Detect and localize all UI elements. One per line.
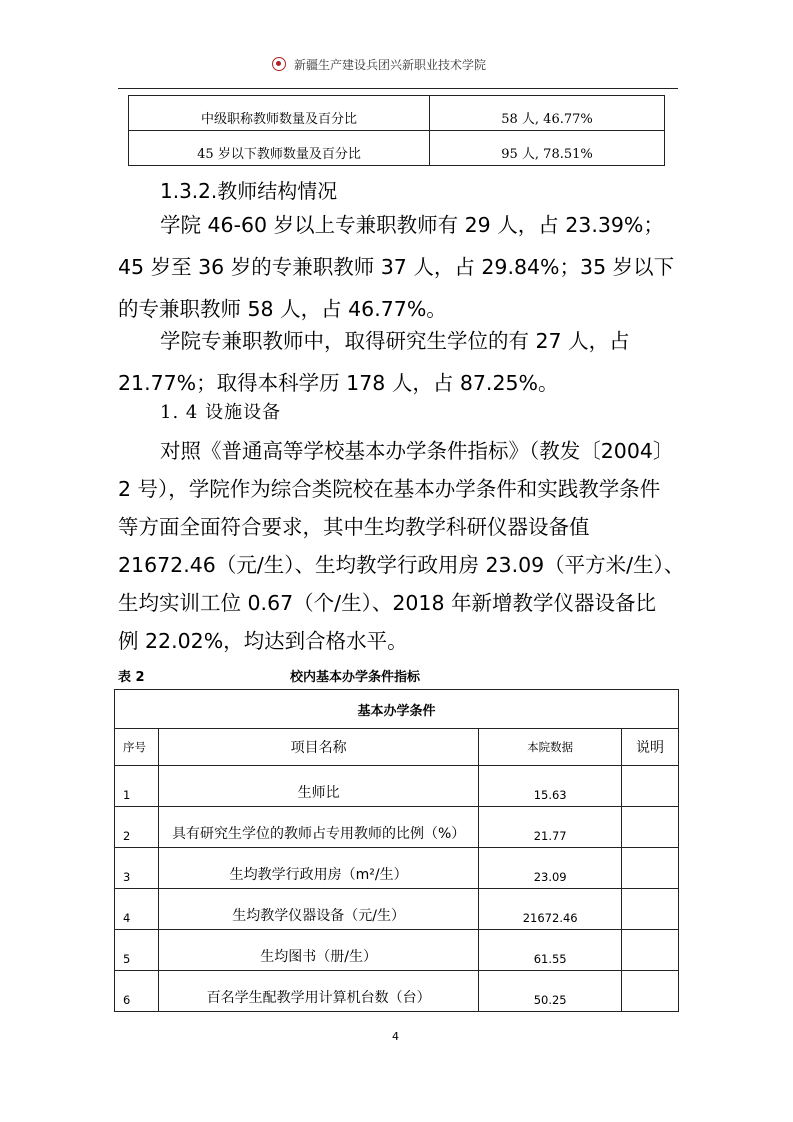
school-logo-icon bbox=[272, 57, 286, 71]
paragraph-line: 对照《普通高等学校基本办学条件指标》（教发〔2004〕 bbox=[160, 439, 674, 463]
cell-value: 61.55 bbox=[479, 930, 622, 971]
table-label: 表 2 bbox=[118, 670, 145, 685]
cell-note bbox=[622, 930, 679, 971]
page-number: 4 bbox=[392, 1030, 399, 1043]
section-heading-teacher-structure: 1.3.2.教师结构情况 bbox=[160, 179, 338, 203]
cell-value: 21.77 bbox=[479, 807, 622, 848]
paragraph-line: 生均实训工位 0.67（个/生）、2018 年新增教学仪器设备比 bbox=[118, 591, 657, 615]
paragraph-facilities bbox=[118, 432, 685, 662]
cell-value: 50.25 bbox=[479, 971, 622, 1012]
cell-no: 2 bbox=[115, 807, 159, 848]
cell-no: 3 bbox=[115, 848, 159, 889]
table-title: 校内基本办学条件指标 bbox=[290, 670, 421, 685]
cell-item: 生均教学仪器设备（元/生） bbox=[158, 889, 478, 930]
table-cell-label: 45 岁以下教师数量及百分比 bbox=[129, 131, 430, 166]
section-heading-facilities: 1. 4 设施设备 bbox=[160, 402, 282, 423]
cell-note bbox=[622, 848, 679, 889]
cell-no: 1 bbox=[115, 766, 159, 807]
column-header-no: 序号 bbox=[115, 729, 159, 766]
column-header-value: 本院数据 bbox=[479, 729, 622, 766]
cell-no: 6 bbox=[115, 971, 159, 1012]
paragraph-line: 学院专兼职教师中，取得研究生学位的有 27 人，占 bbox=[160, 329, 630, 353]
paragraph-degrees bbox=[118, 322, 678, 402]
table-cell-value: 58 人, 46.77% bbox=[430, 96, 665, 131]
column-header-note: 说明 bbox=[622, 729, 679, 766]
table-cell-label: 中级职称教师数量及百分比 bbox=[129, 96, 430, 131]
paragraph-line: 等方面全面符合要求，其中生均教学科研仪器设备值 bbox=[118, 515, 590, 539]
table-row bbox=[115, 766, 679, 807]
table-caption-row bbox=[115, 690, 679, 729]
table-row bbox=[115, 889, 679, 930]
column-header-item: 项目名称 bbox=[158, 729, 478, 766]
table-row bbox=[115, 807, 679, 848]
cell-note bbox=[622, 766, 679, 807]
cell-no: 5 bbox=[115, 930, 159, 971]
paragraph-line: 21.77%；取得本科学历 178 人，占 87.25%。 bbox=[118, 371, 559, 395]
cell-item: 百名学生配教学用计算机台数（台） bbox=[158, 971, 478, 1012]
cell-value: 23.09 bbox=[479, 848, 622, 889]
paragraph-line: 例 22.02%，均达到合格水平。 bbox=[118, 629, 408, 653]
school-name: 新疆生产建设兵团兴新职业技术学院 bbox=[294, 58, 487, 72]
cell-note bbox=[622, 889, 679, 930]
cell-item: 具有研究生学位的教师占专用教师的比例（%） bbox=[158, 807, 478, 848]
cell-note bbox=[622, 807, 679, 848]
cell-note bbox=[622, 971, 679, 1012]
cell-value: 21672.46 bbox=[479, 889, 622, 930]
paragraph-line: 学院 46-60 岁以上专兼职教师有 29 人，占 23.39%； bbox=[160, 213, 664, 237]
paragraph-age-structure bbox=[118, 206, 678, 326]
cell-item: 生均教学行政用房（m²/生） bbox=[158, 848, 478, 889]
paragraph-line: 21672.46（元/生）、生均教学行政用房 23.09（平方米/生）、 bbox=[118, 553, 685, 577]
table-caption: 基本办学条件 bbox=[115, 690, 679, 729]
table-row bbox=[115, 848, 679, 889]
page-header bbox=[118, 50, 678, 89]
table-cell-value: 95 人, 78.51% bbox=[430, 131, 665, 166]
paragraph-line: 45 岁至 36 岁的专兼职教师 37 人，占 29.84%；35 岁以下 bbox=[118, 255, 675, 279]
table-row bbox=[129, 131, 665, 166]
school-conditions-table bbox=[114, 689, 679, 1012]
cell-item: 生师比 bbox=[158, 766, 478, 807]
teacher-stats-table bbox=[128, 95, 665, 166]
table-header-row bbox=[115, 729, 679, 766]
cell-item: 生均图书（册/生） bbox=[158, 930, 478, 971]
paragraph-line: 2 号），学院作为综合类院校在基本办学条件和实践教学条件 bbox=[118, 477, 661, 501]
table-row bbox=[115, 971, 679, 1012]
table-row bbox=[129, 96, 665, 131]
cell-value: 15.63 bbox=[479, 766, 622, 807]
cell-no: 4 bbox=[115, 889, 159, 930]
paragraph-line: 的专兼职教师 58 人，占 46.77%。 bbox=[118, 297, 447, 321]
table-row bbox=[115, 930, 679, 971]
